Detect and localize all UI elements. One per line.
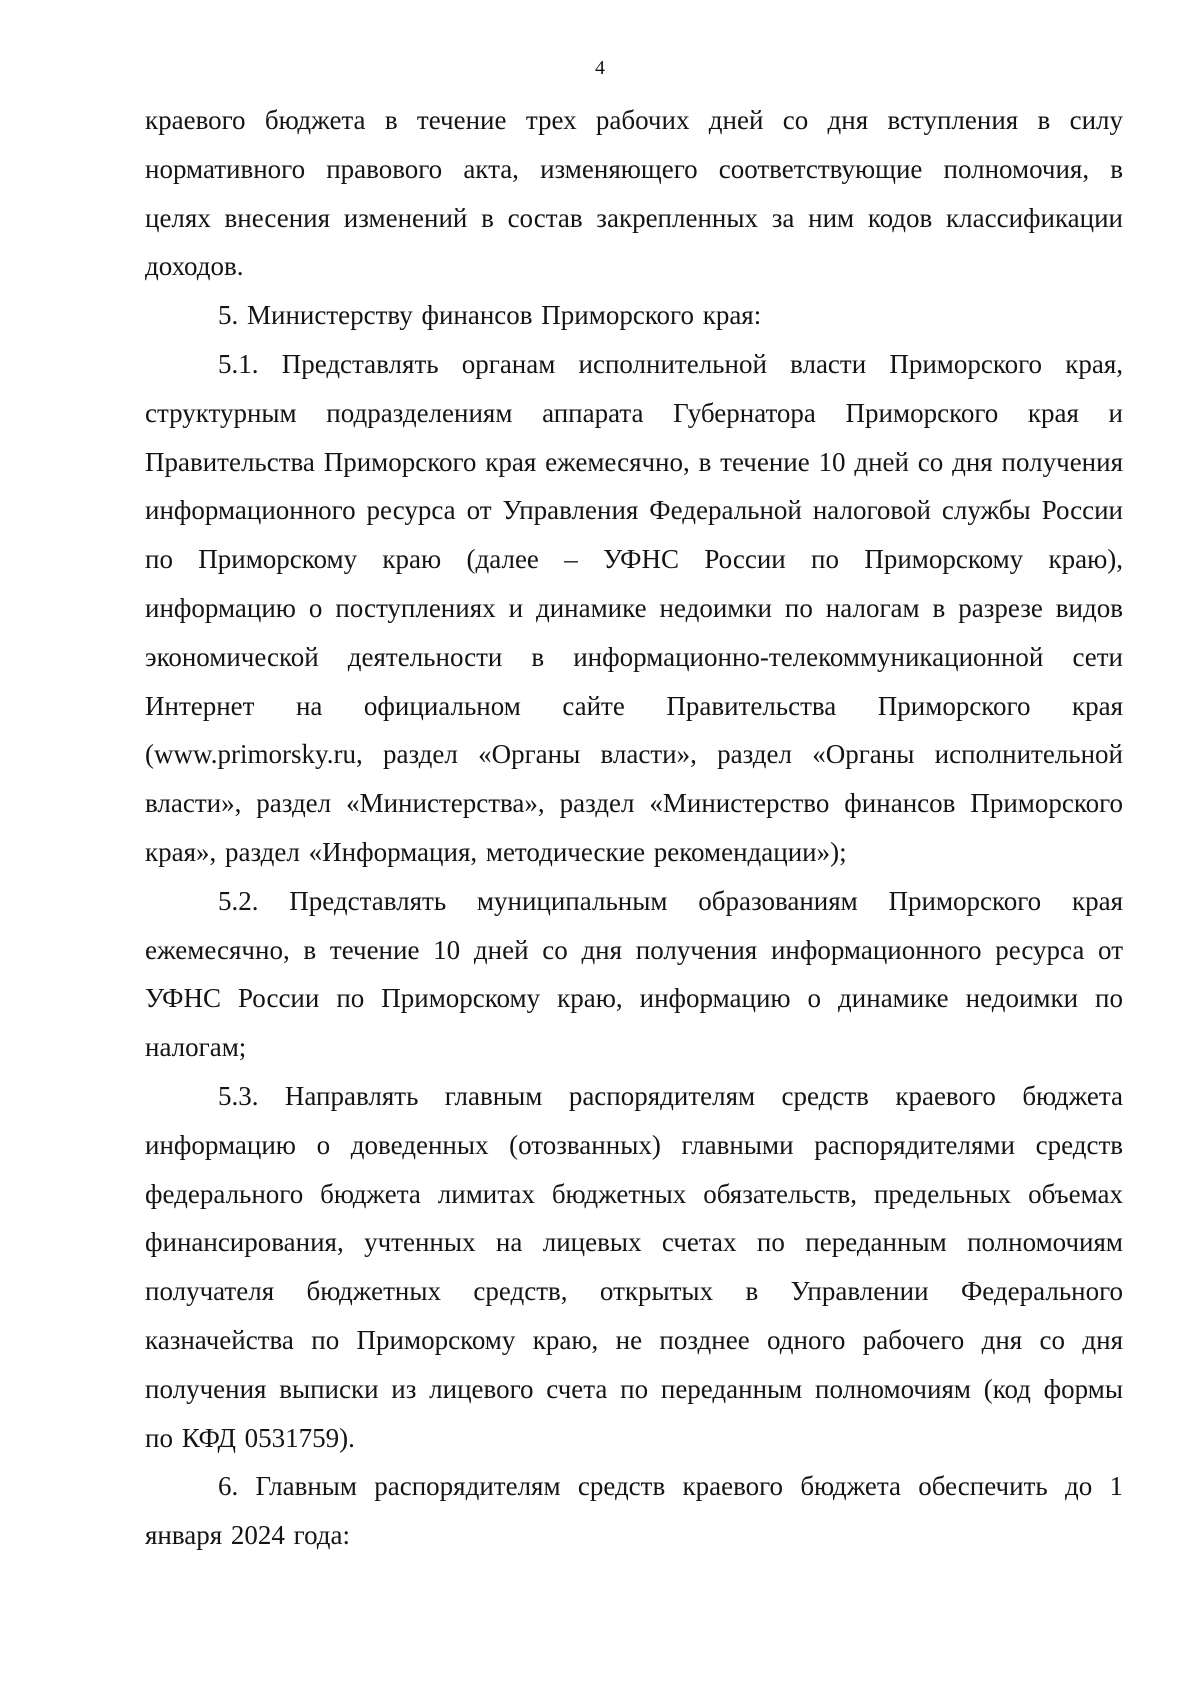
paragraph-item-5-2: 5.2. Представлять муниципальным образованиям Приморского края ежемесячно, в течение 10 дней со дня получения информационного ресурса от УФНС России по Приморскому краю, информацию о динамике недоимки по налогам; [145, 885, 1123, 1063]
paragraph-item-5: 5. Министерству финансов Приморского края: [218, 300, 762, 331]
paragraph-item-5-1: 5.1. Представлять органам исполнительной власти Приморского края, структурным подразделениям аппарата Губернатора Приморского края и Правительства Приморского края ежемесячно, в течение 10 дней со дня получения информационного ресурса от Управления Федеральной налоговой службы России по Приморскому краю (далее – УФНС России по Приморскому краю), информацию о поступлениях и динамике недоимки по налогам в разрезе видов экономической деятельности в информационно-телекоммуникационной сети Интернет на официальном сайте Правительства Приморского края (www.primorsky.ru, раздел «Органы власти», раздел «Органы исполнительной власти», раздел «Министерства», раздел «Министерство финансов Приморского края», раздел «Информация, методические рекомендации»); [145, 348, 1123, 867]
document-body [145, 96, 1123, 1560]
paragraph-continuation: краевого бюджета в течение трех рабочих дней со дня вступления в силу нормативного правового акта, изменяющего соответствующие полномочия, в целях внесения изменений в состав закрепленных за ним кодов классификации доходов. [145, 105, 1123, 282]
paragraph-item-5-3: 5.3. Направлять главным распорядителям средств краевого бюджета информацию о доведенных (отозванных) главными распорядителями средств федерального бюджета лимитах бюджетных обязательств, предельных объемах финансирования, учтенных на лицевых счетах по переданным полномочиям получателя бюджетных средств, открытых в Управлении Федерального казначейства по Приморскому краю, не позднее одного рабочего дня со дня получения выписки из лицевого счета по переданным полномочиям (код формы по КФД 0531759). [145, 1080, 1123, 1453]
page-number: 4 [595, 57, 605, 79]
paragraph-item-6: 6. Главным распорядителям средств краевого бюджета обеспечить до 1 января 2024 года: [145, 1471, 1123, 1551]
